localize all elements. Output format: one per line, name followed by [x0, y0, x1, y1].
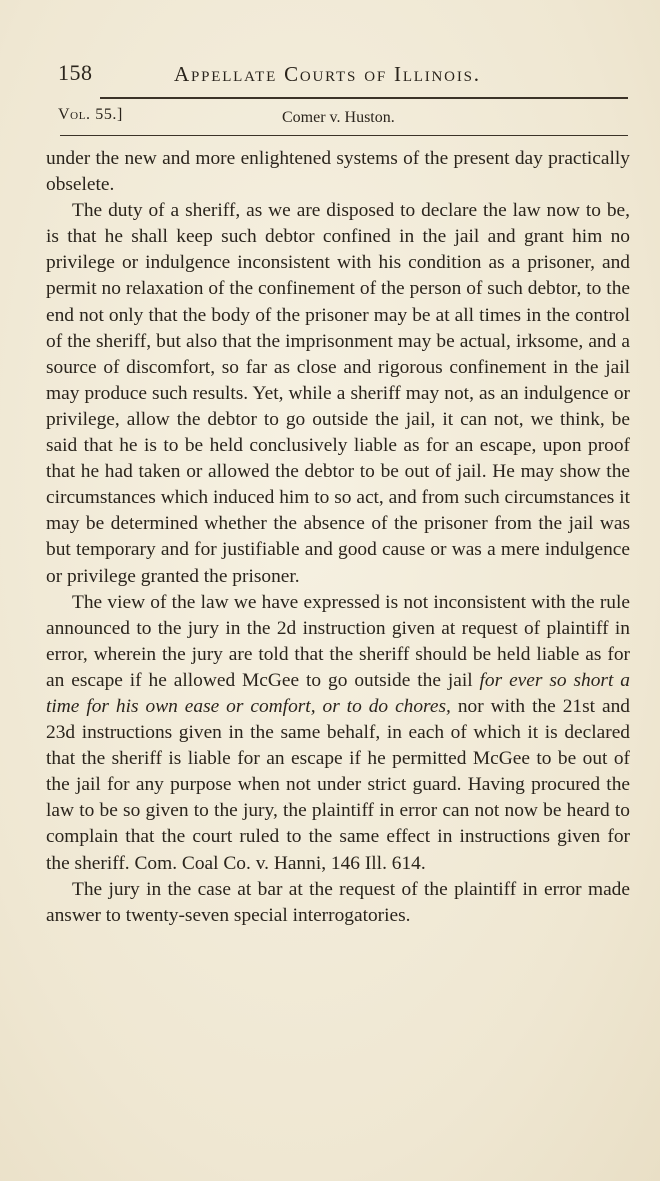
paragraph-sheriff-duty: The duty of a sheriff, as we are disposed to declare the law now to be, is that he shall keep such debtor confined in the jail and grant him no privilege or indulgence inconsistent with his condition as a prisoner, and permit no relaxation of the confinement of the person of such debtor, to the end not only that the body of the prisoner may be at all times in the control of the sheriff, but also that the imprisonment may be actual, irksome, and a source of discomfort, so far as close and rigorous confinement in the jail may produce such results. Yet, while a sheriff may not, as an indulgence or privilege, allow the debtor to go outside the jail, it can not, we think, be said that he is to be held conclusively liable as for an escape, upon proof that he had taken or allowed the debtor to be out of jail. He may show the circumstances which induced him to so act, and from such circumstances it may be determined whether the absence of the prisoner from the jail was but temporary and for justifiable and good cause or was a mere indulgence or privilege granted the prisoner.	[46, 200, 630, 587]
case-head	[58, 104, 628, 132]
header-rule-top	[100, 97, 628, 99]
paragraph-text-before-italic: The view of the law we have expressed is not inconsistent with the rule announced to the jury in the 2d instruction given at request of plaintiff in error, wherein the jury are told that the sheriff should be held liable as for an escape if he allowed McGee to go outside the jail	[46, 591, 630, 691]
running-title: Appellate Courts of Illinois.	[174, 62, 481, 86]
running-head	[58, 58, 628, 92]
paragraph-continued: under the new and more enlightened systems of the present day practically obselete.	[46, 148, 630, 196]
body-text	[46, 146, 630, 929]
case-name: Comer v. Huston.	[282, 109, 395, 126]
volume-label: Vol. 55.]	[58, 106, 123, 123]
paragraph-view-of-law	[46, 590, 630, 877]
page-number: 158	[58, 60, 93, 85]
italic-instruction-quote: for ever so short a time for his own ease or comfort, or to do chores,	[46, 669, 630, 717]
header-rule-bottom	[60, 135, 628, 136]
paragraph-jury-interrogatories: The jury in the case at bar at the request of the plaintiff in error made answer to twenty-seven special interrogatories.	[46, 878, 630, 926]
paragraph-text-after-italic: nor with the 21st and 23d instructions given in the same behalf, in each of which it is declared that the sheriff is liable for an escape if he permitted McGee to be out of the jail for any purpose when not under strict guard. Having procured the law to be so given to the jury, the plaintiff in error can not now be heard to complain that the court ruled to the same effect in instructions given for the sheriff. Com. Coal Co. v. Hanni, 146 Ill. 614.	[46, 695, 630, 874]
